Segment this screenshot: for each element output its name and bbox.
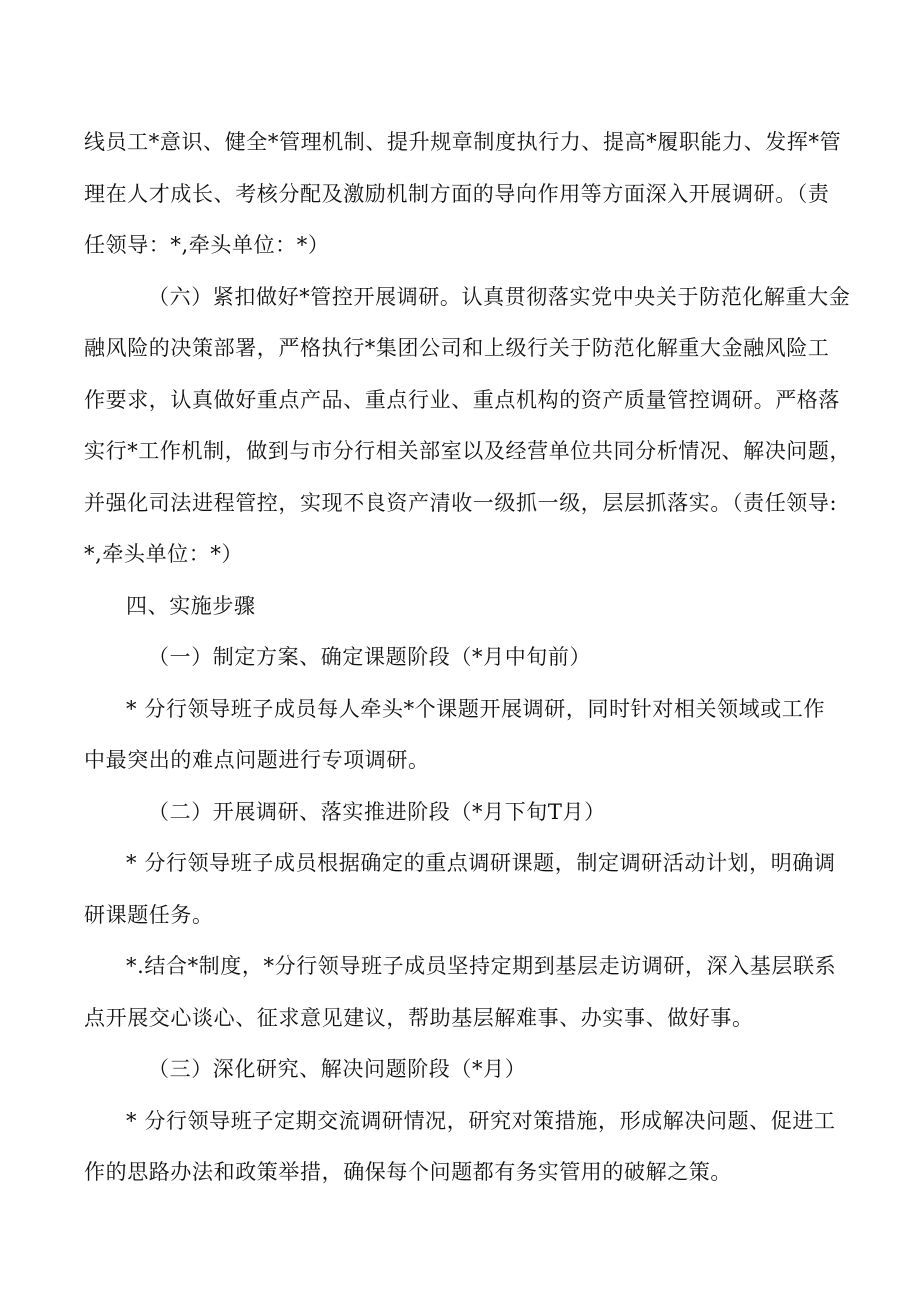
text-line: 线员工*意识、健全*管理机制、提升规章制度执行力、提高*履职能力、发挥*管: [84, 130, 842, 154]
text-line: 实行*工作机制，做到与市分行相关部室以及经营单位共同分析情况、解决问题，: [84, 439, 852, 463]
text-line: 研课题任务。: [84, 903, 214, 927]
text-line: 点开展交心谈心、征求意见建议，帮助基层解难事、办实事、做好事。: [84, 1006, 754, 1030]
sub-heading: （一）制定方案、确定课题阶段（*月中旬前）: [148, 645, 592, 669]
text-line: * 分行领导班子成员每人牵头*个课题开展调研，同时针对相关领域或工作: [126, 697, 826, 721]
text-line: 任领导：*,牵头单位：*）: [84, 233, 330, 257]
text-line: （六）紧扣做好*管控开展调研。认真贯彻落实党中央关于防范化解重大金: [148, 285, 851, 309]
text-line: * 分行领导班子成员根据确定的重点调研课题，制定调研活动计划，明确调: [126, 851, 836, 875]
text-line: 并强化司法进程管控，实现不良资产清收一级抓一级，层层抓落实。（责任领导:: [84, 491, 838, 515]
sub-heading: （三）深化研究、解决问题阶段（*月）: [148, 1057, 527, 1081]
text-line: *,牵头单位：*）: [84, 542, 244, 566]
text-line: 融风险的决策部署，严格执行*集团公司和上级行关于防范化解重大金融风险工: [84, 336, 830, 360]
text-line: 作的思路办法和政策举措，确保每个问题都有务实管用的破解之策。: [84, 1160, 732, 1184]
text-line: 理在人才成长、考核分配及激励机制方面的导向作用等方面深入开展调研。（责: [84, 182, 830, 206]
text-line: * 分行领导班子定期交流调研情况，研究对策措施，形成解决问题、促进工: [126, 1109, 836, 1133]
text-line: 中最突出的难点问题进行专项调研。: [84, 748, 430, 772]
text-line: 作要求，认真做好重点产品、重点行业、重点机构的资产质量管控调研。严格落: [84, 388, 840, 412]
text-line: *.结合*制度，*分行领导班子成员坚持定期到基层走访调研，深入基层联系: [126, 954, 837, 978]
sub-heading: （二）开展调研、落实推进阶段（*月下旬T月）: [148, 800, 606, 824]
section-heading: 四、实施步骤: [126, 594, 256, 618]
